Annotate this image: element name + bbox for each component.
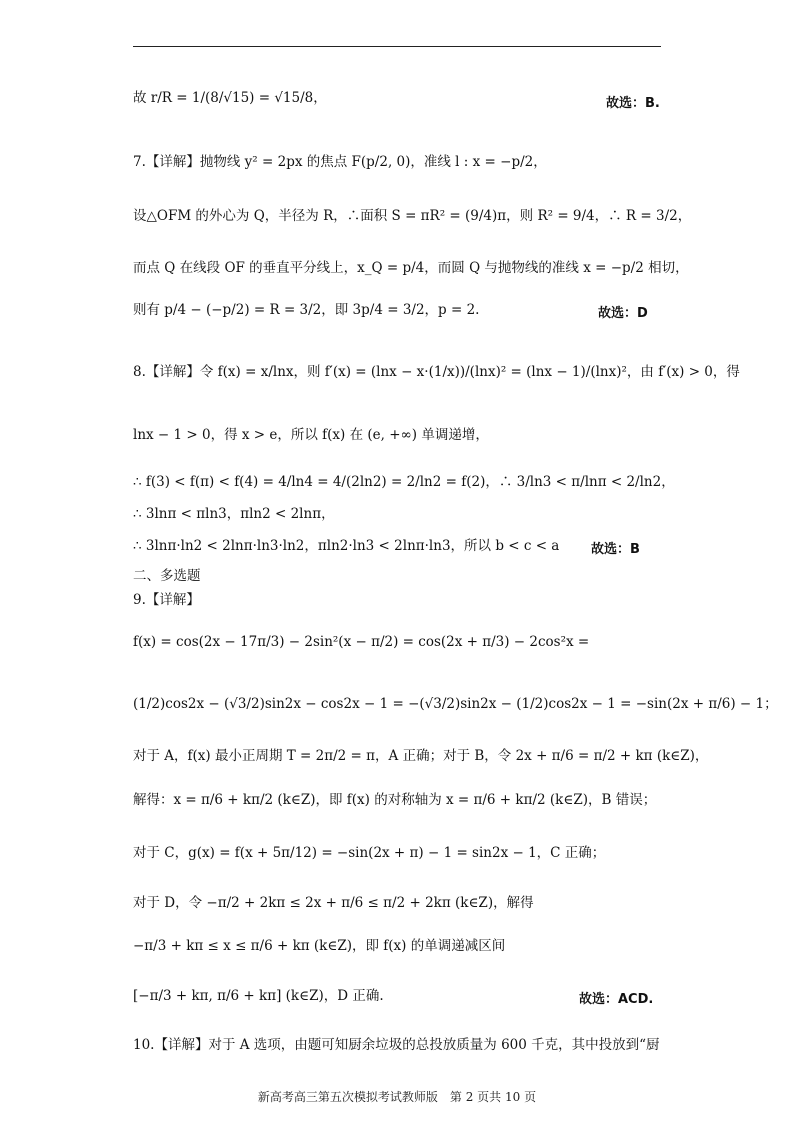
line-q7-intro: 7.【详解】抛物线 y² = 2px 的焦点 F(p/2, 0)，准线 l : x = −p/2， [133,154,547,170]
line-q8-monotone: lnx − 1 > 0，得 x > e，所以 f(x) 在 (e, +∞) 单调递增， [133,427,489,443]
line-q9-ab: 对于 A，f(x) 最小正周期 T = 2π/2 = π，A 正确；对于 B，令 2x + π/6 = π/2 + kπ (k∈Z)， [133,748,709,764]
line-q9-axis: 解得：x = π/6 + kπ/2 (k∈Z)，即 f(x) 的对称轴为 x = π/6 + kπ/2 (k∈Z)，B 错误； [133,792,657,808]
answer-q9: 故选：ACD. [579,992,654,1007]
line-q9-simplify: (1/2)cos2x − (√3/2)sin2x − cos2x − 1 = −(√3/2)sin2x − (1/2)cos2x − 1 = −sin(2x + π/6) − 1； [133,696,778,712]
line-q7-tangent: 而点 Q 在线段 OF 的垂直平分线上，x_Q = p/4，而圆 Q 与抛物线的准线 x = −p/2 相切， [133,260,689,276]
answer-q7: 故选：D [598,306,648,321]
line-q8-ineq2: ∴ 3lnπ·ln2 < 2lnπ·ln3·ln2，πln2·ln3 < 2lnπ·ln3，所以 b < c < a [133,538,560,554]
line-q8-compare: ∴ f(3) < f(π) < f(4) = 4/ln4 = 4/(2ln2) = 2/ln2 = f(2)，∴ 3/ln3 < π/lnπ < 2/ln2， [133,474,675,490]
section-heading-multiple-choice: 二、多选题 [133,568,201,584]
line-q6-ratio: 故 r/R = 1/(8/√15) = √15/8， [133,90,327,106]
line-q7-area: 设△OFM 的外心为 Q，半径为 R，∴面积 S = πR² = (9/4)π，则 R² = 9/4，∴ R = 3/2， [133,208,692,224]
answer-q6: 故选：B. [606,96,660,111]
line-q8-intro: 8.【详解】令 f(x) = x/lnx，则 f′(x) = (lnx − x·(1/x))/(lnx)² = (lnx − 1)/(lnx)²，由 f′(x) > 0，得 [133,364,740,380]
line-q7-result: 则有 p/4 − (−p/2) = R = 3/2，即 3p/4 = 3/2，p = 2. [133,302,480,318]
header-rule [133,46,661,47]
line-q10-intro: 10.【详解】对于 A 选项，由题可知厨余垃圾的总投放质量为 600 千克，其中投放到“厨 [133,1037,660,1053]
page-footer: 新高考高三第五次模拟考试教师版 第 2 页共 10 页 [257,1090,537,1104]
line-q9-d: 对于 D，令 −π/2 + 2kπ ≤ 2x + π/6 ≤ π/2 + 2kπ (k∈Z)，解得 [133,895,534,911]
line-q9-c: 对于 C，g(x) = f(x + 5π/12) = −sin(2x + π) − 1 = sin2x − 1，C 正确； [133,845,606,861]
line-q9-d-interval: [−π/3 + kπ, π/6 + kπ] (k∈Z)，D 正确. [133,988,384,1004]
q9-heading: 9.【详解】 [133,592,200,608]
line-q8-ineq1: ∴ 3lnπ < πln3，πln2 < 2lnπ， [133,506,335,522]
line-q9-f: f(x) = cos(2x − 17π/3) − 2sin²(x − π/2) = cos(2x + π/3) − 2cos²x = [133,634,590,650]
line-q9-d-solve: −π/3 + kπ ≤ x ≤ π/6 + kπ (k∈Z)，即 f(x) 的单调递减区间 [133,938,506,954]
answer-q8: 故选：B [591,542,640,557]
